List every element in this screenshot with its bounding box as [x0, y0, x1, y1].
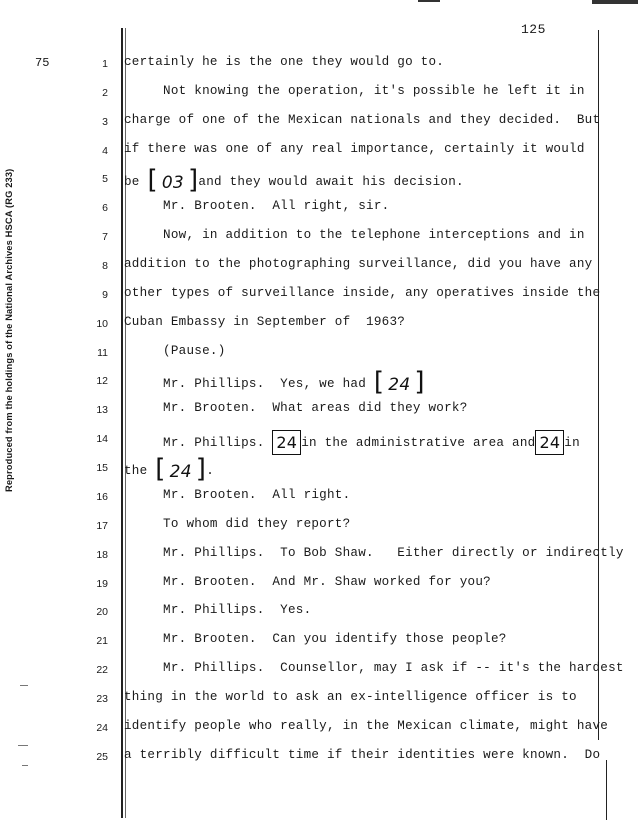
transcript-line — [0, 367, 638, 397]
redaction-code: 24 — [169, 462, 192, 482]
transcript-line — [0, 401, 638, 421]
bracket-close-icon: ] — [195, 454, 207, 484]
transcript-line — [0, 142, 638, 162]
text-segment: Mr. Phillips. To Bob Shaw. Either directly or indirectly — [124, 546, 624, 560]
redaction-code: 24 — [539, 433, 561, 452]
line-number: 3 — [102, 116, 108, 128]
line-number: 15 — [96, 462, 108, 474]
line-text — [124, 454, 214, 484]
line-number: 12 — [96, 375, 108, 387]
line-text — [124, 546, 624, 560]
text-segment: . — [206, 463, 214, 478]
redaction-bracket — [373, 367, 425, 397]
line-number: 14 — [96, 433, 108, 445]
archive-stamp: Reproduced from the holdings of the National Archives HSCA (RG 233) — [4, 168, 14, 492]
line-text — [124, 430, 580, 455]
right-margin-rule-lower — [606, 760, 607, 820]
line-number: 4 — [102, 145, 108, 157]
line-text — [124, 367, 425, 397]
bracket-open-icon: [ — [147, 165, 158, 195]
bracket-close-icon: ] — [414, 367, 425, 397]
transcript-line — [0, 228, 638, 248]
text-segment: be — [124, 174, 148, 189]
text-segment: Mr. Brooten. And Mr. Shaw worked for you? — [124, 575, 491, 589]
line-text — [124, 661, 624, 675]
transcript-line — [0, 517, 638, 537]
line-number: 25 — [96, 751, 108, 763]
text-segment: To whom did they report? — [124, 517, 351, 531]
text-segment: thing in the world to ask an ex-intelligence officer is to — [124, 690, 577, 704]
text-segment: in the administrative area and — [301, 435, 536, 450]
redaction-bracket — [147, 165, 199, 195]
redaction-bracket — [155, 454, 207, 484]
transcript-line — [0, 113, 638, 133]
margin-tick — [18, 745, 28, 746]
text-segment: Not knowing the operation, it's possible he left it in — [124, 84, 585, 98]
line-number: 18 — [96, 549, 108, 561]
text-segment: Mr. Brooten. All right, sir. — [124, 199, 390, 213]
transcript-line — [0, 661, 638, 681]
line-text — [124, 575, 491, 589]
line-text — [124, 748, 600, 762]
line-number: 21 — [96, 635, 108, 647]
line-number: 17 — [96, 520, 108, 532]
line-number: 2 — [102, 87, 108, 99]
line-text — [124, 517, 350, 531]
line-number: 24 — [96, 722, 108, 734]
text-segment: if there was one of any real importance, certainly it would — [124, 142, 585, 156]
text-segment: charge of one of the Mexican nationals and they decided. But — [124, 113, 601, 127]
line-text — [124, 113, 600, 127]
line-number: 16 — [96, 491, 108, 503]
bracket-open-icon: [ — [155, 454, 166, 484]
transcript-line — [0, 430, 638, 450]
text-segment: Now, in addition to the telephone interceptions and in — [124, 228, 585, 242]
transcript-line — [0, 257, 638, 277]
line-text — [124, 344, 226, 358]
redaction-box — [272, 430, 301, 455]
transcript-line — [0, 575, 638, 595]
margin-tick — [20, 685, 28, 686]
line-text — [124, 199, 389, 213]
line-number: 10 — [96, 318, 108, 330]
transcript-line — [0, 286, 638, 306]
text-segment: the — [124, 463, 156, 478]
line-text — [124, 488, 350, 502]
line-text — [124, 84, 585, 98]
line-text — [124, 632, 507, 646]
text-segment: identify people who really, in the Mexican climate, might have — [124, 719, 609, 733]
text-segment: certainly he is the one they would go to. — [124, 55, 445, 69]
transcript-line — [0, 165, 638, 195]
line-number: 5 — [102, 173, 108, 185]
text-segment: Cuban Embassy in September of 1963? — [124, 315, 406, 329]
transcript-line — [0, 315, 638, 335]
text-segment: addition to the photographing surveillance, did you have any — [124, 257, 593, 271]
line-number: 11 — [97, 347, 108, 359]
redaction-code: 03 — [161, 173, 184, 193]
text-segment: other types of surveillance inside, any operatives inside the — [124, 286, 601, 300]
text-segment: a terribly difficult time if their identities were known. Do — [124, 748, 601, 762]
line-text — [124, 257, 592, 271]
transcript-line — [0, 546, 638, 566]
margin-mark: 75 — [35, 56, 50, 70]
transcript-line — [0, 454, 638, 484]
line-number: 6 — [102, 202, 108, 214]
line-number: 20 — [96, 606, 108, 618]
redaction-box — [535, 430, 564, 455]
line-text — [124, 55, 444, 69]
text-segment: and they would await his decision. — [198, 174, 464, 189]
text-segment: Mr. Phillips. Counsellor, may I ask if -- it's the hardest — [124, 661, 624, 675]
line-text — [124, 286, 600, 300]
transcript-line — [0, 488, 638, 508]
transcript-line — [0, 690, 638, 710]
line-number: 19 — [96, 578, 108, 590]
text-segment: Mr. Phillips. Yes, we had — [124, 376, 374, 391]
line-number: 13 — [96, 404, 108, 416]
line-text — [124, 142, 585, 156]
text-segment: Mr. Brooten. Can you identify those people? — [124, 632, 507, 646]
transcript-line — [0, 748, 638, 768]
bracket-close-icon: ] — [187, 165, 199, 195]
line-text — [124, 603, 311, 617]
transcript-line — [0, 632, 638, 652]
text-segment: Mr. Phillips. — [124, 435, 273, 450]
line-number: 9 — [102, 289, 108, 301]
line-number: 22 — [96, 664, 108, 676]
line-number: 1 — [102, 58, 108, 70]
transcript-line — [0, 199, 638, 219]
line-number: 8 — [102, 260, 108, 272]
transcript-line — [0, 344, 638, 364]
line-number: 7 — [102, 231, 108, 243]
transcript-line — [0, 84, 638, 104]
text-segment: Mr. Phillips. Yes. — [124, 603, 312, 617]
bracket-open-icon: [ — [373, 367, 385, 397]
scan-artifact — [418, 0, 440, 2]
scan-artifact — [592, 0, 638, 4]
text-segment: Mr. Brooten. What areas did they work? — [124, 401, 468, 415]
transcript-line — [0, 719, 638, 739]
line-text — [124, 690, 577, 704]
transcript-line — [0, 55, 638, 75]
line-text — [124, 228, 585, 242]
line-text — [124, 165, 464, 195]
transcript-line — [0, 603, 638, 623]
line-number: 23 — [96, 693, 108, 705]
redaction-code: 24 — [276, 433, 298, 452]
text-segment: (Pause.) — [124, 344, 226, 358]
line-text — [124, 315, 405, 329]
line-text — [124, 401, 468, 415]
page-number: 125 — [521, 22, 546, 37]
line-text — [124, 719, 608, 733]
redaction-code: 24 — [388, 375, 411, 395]
text-segment: Mr. Brooten. All right. — [124, 488, 351, 502]
text-segment: in — [564, 435, 580, 450]
